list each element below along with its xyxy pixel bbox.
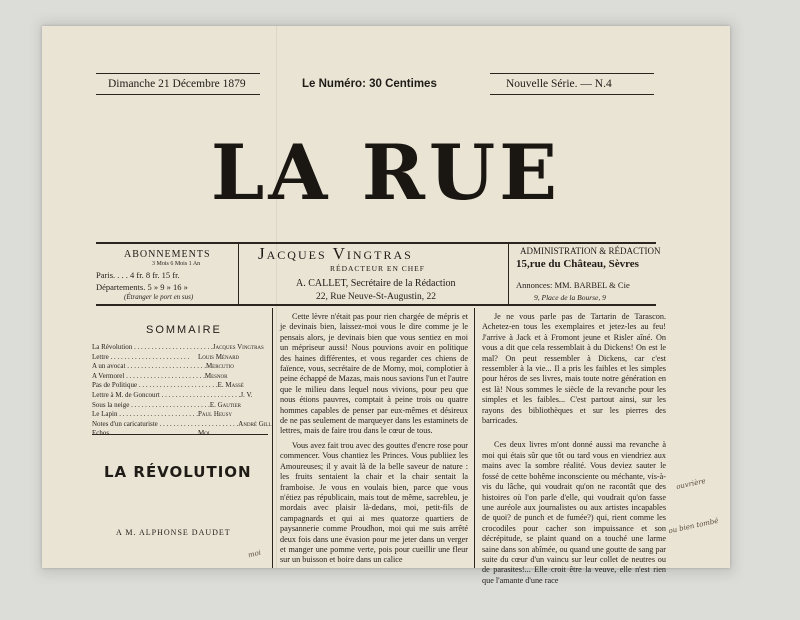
band-divider-2: [508, 244, 509, 304]
top-rule-right: [490, 73, 654, 74]
advertising-line: Annonces: MM. BARBEL & Cie: [516, 280, 630, 290]
top-rule-left: [96, 73, 260, 74]
sommaire-item: Pas de Politique . . . E. Massé: [92, 381, 268, 391]
editor-name: Jacques Vingtras: [258, 244, 413, 263]
sommaire-item: A Vermorel . . . Mesnor: [92, 372, 268, 382]
sommaire-title: SOMMAIRE: [146, 324, 222, 336]
article-paragraph: Vous avez fait trou avec des gouttes d'encre rose pour commencer. Vous chantiez les Princes. Vous publiiez les Amoureuses; il y avait là de la belle saveur de nature : les fruits sentaient la chair et la chair sentait la framboise. Je vous en voulais bien, parce que vous n'étiez pas républicain, mais tout de même, sacrebleu, je mordais avec plaisir là-dedans, moi, petit-fils de campagnards et qui ai mes quatorze quartiers de paysannerie comme Proudhon, moi qui me suis arrêté deux fois dans une évasion pour me jeter dans un verger et manger une pomme verte, pois pour cueillir une fleur sur un buisson et boire dans un calice: [280, 440, 468, 565]
fold-line: [276, 26, 277, 568]
band-divider-1: [238, 244, 239, 304]
handwritten-note-right-2: ou bien tombé: [667, 516, 720, 536]
subscriptions-periods: 3 Mois 6 Mois 1 An: [152, 261, 201, 267]
secretary-line: A. CALLET, Secrétaire de la Rédaction: [296, 278, 456, 289]
masthead-title: LA RUE: [210, 128, 562, 217]
subscriptions-title: ABONNEMENTS: [124, 249, 211, 260]
article-dedication: A M. ALPHONSE DAUDET: [116, 528, 231, 537]
sommaire-list: [92, 343, 272, 439]
article-paragraph: Cette lèvre n'était pas pour rien chargée de mépris et je devinais bien, laissez-moi vous le dire comme je le pensais alors, je devinais bien que vous sentiez en moi un mépriseur aussi! Nous pouvions avoir en politique des haines différentes, et vous regarder ces chiens de faïence, vous, secrétaire de de Morny, moi, complotier à peine échappé de Mazas, mais nous savions l'un et l'autre que le milieu dans lequel nous vivions, pour peu que nous étions pauvres, comptait à peine trois ou quatre hommes capables de penser par eux-mêmes et désireux de ne pas seulement de marqueyer dans les estaminets de lettres, mais de faire trou dans le cœur de tous.: [280, 312, 468, 436]
editor-role: RÉDACTEUR EN CHEF: [330, 264, 425, 273]
subscriptions-row-paris: Paris. . . . 4 fr. 8 fr. 15 fr.: [96, 270, 180, 280]
article-paragraph: Ces deux livres m'ont donné aussi ma revanche à moi qui étais sûr que tôt ou tard vous en viendriez aux mains avec la sombre réalité. Vous deviez sauter le fossé de cette bohême inconsciente ou méchante, vis-à-vis du lâche, qui voudrait qu'on ne racontât que des histoires où l'on parle d'elle, qui voudrait qu'on fasse une auréole aux journalistes ou aux artistes incapables de quoi? de punch et de fumée?) qui, rient comme les crocodiles pour cacher son impuissance et son décrépitude, se plaint quand on a touché une larme saine dans son abîmée, ou quand une goutte de sang par suite du cœur d'un vaincu sur leur collet de neutres ou de parasites!... Elle croit être la veuve, elle n'est rien que l'amante d'une race: [482, 440, 666, 585]
subscriptions-note: (Étranger le port en sus): [124, 293, 194, 301]
article-column-1: [280, 312, 468, 566]
sommaire-item: Lettre à M. de Goncourt . . . J. V.: [92, 391, 268, 401]
handwritten-note-left: moi: [247, 548, 262, 560]
sommaire-item: A un avocat . . . Mercutio: [92, 362, 268, 372]
sommaire-item: Lettre . . . Louis Ménard: [92, 353, 268, 363]
column-divider-2: [474, 308, 475, 568]
top-rule-right-bottom: [490, 94, 654, 95]
issue-series: Nouvelle Série. — N.4: [506, 78, 612, 90]
sommaire-item: La Révolution . . . Jacques Vingtras: [92, 343, 268, 353]
editor-address: 22, Rue Neuve-St-Augustin, 22: [316, 292, 437, 302]
subscriptions-row-departements: Départements. 5 » 9 » 16 »: [96, 282, 188, 292]
issue-price: Le Numéro: 30 Centimes: [302, 78, 437, 90]
sommaire-item: Sous la neige . . . E. Gautier: [92, 401, 268, 411]
band-rule-bottom: [96, 304, 656, 306]
handwritten-note-right-1: ouvrière: [675, 476, 707, 492]
sommaire-item: Le Lapin . . . Paul Heusy: [92, 410, 268, 420]
sommaire-item: Notes d'un caricaturiste . . . André Gill: [92, 420, 268, 430]
admin-title: ADMINISTRATION & RÉDACTION: [520, 246, 661, 256]
top-rule-left-bottom: [96, 94, 260, 95]
admin-address: 15,rue du Château, Sèvres: [516, 258, 639, 270]
issue-date: Dimanche 21 Décembre 1879: [108, 78, 246, 90]
article-title: LA RÉVOLUTION: [104, 463, 252, 481]
advertising-address: 9, Place de la Bourse, 9: [534, 293, 606, 302]
sommaire-rule: [92, 434, 268, 435]
column-divider-1: [272, 308, 273, 568]
article-column-2: [482, 312, 666, 585]
article-paragraph: Je ne vous parle pas de Tartarin de Tarascon. Achetez-en tous les exemplaires et jetez-les au feu! J'arrive à Jack et à Fromont jeune et Risler aîné. On vous a dit que cela ressemblait à du Dickens! On est le mal? On peut ressembler à Dickens, car c'est ressembler à la vie... Il a pris les faibles et les simples pour héros de ses livres, mais toute notre génération en est là! Nous sommes le siècle de la revanche pour les simples et les faibles... C'est partout ainsi, sur les rayons des bibliothèques et sur les pierres des barricades.: [482, 312, 666, 426]
